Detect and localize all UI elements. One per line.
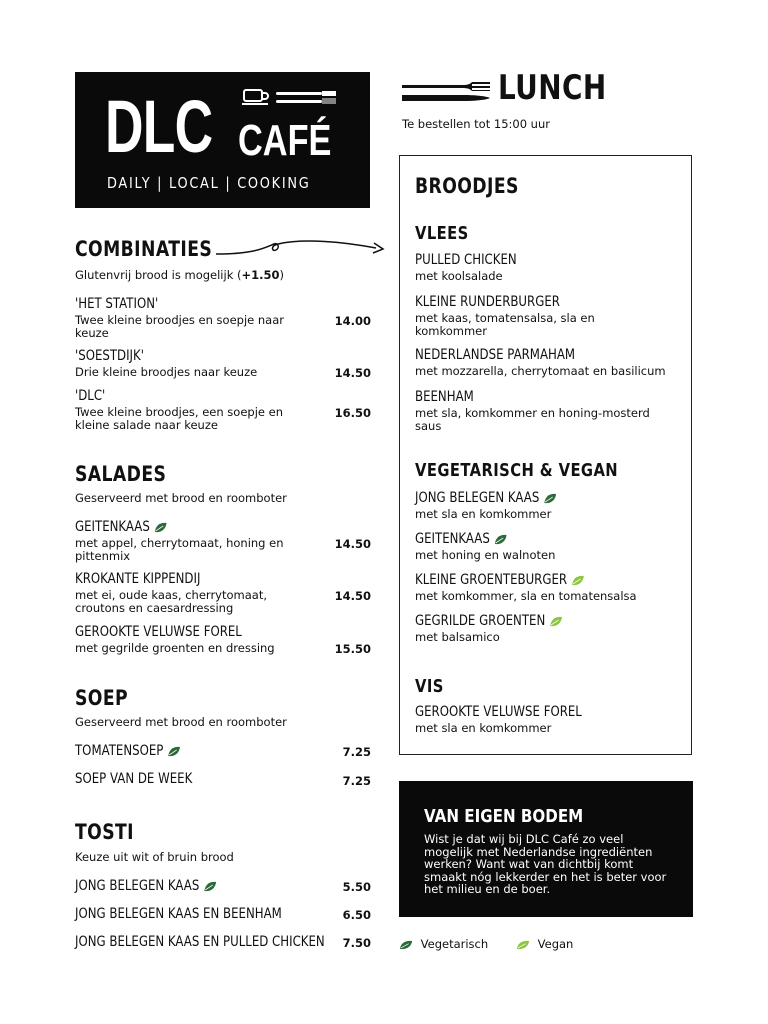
legend-vegetarisch <box>399 937 488 951</box>
combo-desc: Drie kleine broodjes naar keuze <box>75 365 258 379</box>
sandwich-desc: met koolsalade <box>415 269 503 283</box>
sandwich-name <box>415 613 563 629</box>
soup-name-text: TOMATENSOEP <box>75 743 164 759</box>
combo-price: 14.00 <box>334 314 371 328</box>
vegetarisch-heading: VEGETARISCH & VEGAN <box>415 460 619 481</box>
leaf-icon <box>544 493 557 504</box>
salad-desc: met ei, oude kaas, cherrytomaat, croutons en caesardressing <box>75 588 267 615</box>
order-note: Te bestellen tot 15:00 uur <box>402 117 550 131</box>
tosti-name <box>75 878 217 894</box>
salad-name <box>75 519 167 535</box>
soep-heading: SOEP <box>75 686 129 710</box>
leaf-icon <box>399 940 413 950</box>
sandwich-name <box>415 572 585 588</box>
combo-desc: Twee kleine broodjes, een soepje en kleine salade naar keuze <box>75 405 283 432</box>
salad-desc: met gegrilde groenten en dressing <box>75 641 275 655</box>
tosti-heading: TOSTI <box>75 820 135 844</box>
salad-name: KROKANTE KIPPENDIJ <box>75 571 201 587</box>
leaf-light-icon <box>516 940 530 950</box>
combinaties-heading: COMBINATIES <box>75 237 213 261</box>
soep-note: Geserveerd met brood en roomboter <box>75 715 287 729</box>
combo-price: 16.50 <box>334 406 371 420</box>
soup-price: 7.25 <box>342 745 371 759</box>
sandwich-desc: met kaas, tomatensalsa, sla en komkommer <box>415 311 595 338</box>
arrow-decoration <box>214 234 386 262</box>
combo-price: 14.50 <box>334 366 371 380</box>
gluten-surcharge: +1.50 <box>241 268 280 282</box>
gluten-note-text: Glutenvrij brood is mogelijk ( <box>75 268 242 282</box>
tosti-name-text: JONG BELEGEN KAAS <box>75 878 200 894</box>
legend-vegan-label: Vegan <box>537 937 574 951</box>
sandwich-name-text: JONG BELEGEN KAAS <box>415 490 540 506</box>
tosti-note: Keuze uit wit of bruin brood <box>75 850 234 864</box>
leaf-icon <box>204 881 217 892</box>
soup-price: 7.25 <box>342 774 371 788</box>
sandwich-name-text: GEGRILDE GROENTEN <box>415 613 546 629</box>
sandwich-name-text: KLEINE GROENTEBURGER <box>415 572 568 588</box>
cup-cutlery-icon <box>242 88 342 114</box>
vis-heading: VIS <box>415 676 444 697</box>
promo-title: VAN EIGEN BODEM <box>424 806 584 827</box>
leaf-light-icon <box>571 575 584 586</box>
leaf-icon <box>494 534 507 545</box>
sandwich-desc: met mozzarella, cherrytomaat en basilicum <box>415 364 666 378</box>
sandwich-name-text: GEITENKAAS <box>415 531 490 547</box>
salad-price: 14.50 <box>334 589 371 603</box>
sandwich-name <box>415 490 557 506</box>
cafe-logo <box>75 72 370 208</box>
leaf-light-icon <box>549 616 562 627</box>
salad-desc: met appel, cherrytomaat, honing en pittenmix <box>75 536 284 563</box>
logo-cafe-text: CAFÉ <box>238 116 332 165</box>
tosti-price: 6.50 <box>342 908 371 922</box>
legend-vegetarisch-label: Vegetarisch <box>420 937 489 951</box>
logo-dlc-text: DLC <box>105 85 213 168</box>
menu-title: LUNCH <box>498 68 607 108</box>
cutlery-icon <box>402 79 492 109</box>
sandwich-name: NEDERLANDSE PARMAHAM <box>415 347 576 363</box>
sandwich-name: KLEINE RUNDERBURGER <box>415 294 560 310</box>
tosti-price: 5.50 <box>342 880 371 894</box>
logo-tagline: DAILY | LOCAL | COOKING <box>107 174 311 192</box>
broodjes-panel <box>399 155 692 755</box>
combo-desc: Twee kleine broodjes en soepje naar keuze <box>75 313 284 340</box>
legend-vegan <box>516 937 573 951</box>
salad-price: 15.50 <box>334 642 371 656</box>
salad-name-text: GEITENKAAS <box>75 519 150 535</box>
sandwich-desc: met sla en komkommer <box>415 721 552 735</box>
promo-text: Wist je dat wij bij DLC Café zo veel mogelijk met Nederlandse ingrediënten werken? Want wat van dichtbij komt smaakt nóg lekkerder en het is beter voor het milieu en de boer. <box>424 832 667 896</box>
combo-name: 'DLC' <box>75 388 106 404</box>
broodjes-heading: BROODJES <box>415 174 519 198</box>
soup-name <box>75 743 181 759</box>
gluten-note-end: ) <box>279 268 285 282</box>
salad-price: 14.50 <box>334 537 371 551</box>
sandwich-name <box>415 531 507 547</box>
tosti-price: 7.50 <box>342 936 371 950</box>
sandwich-desc: met sla, komkommer en honing-mosterd saus <box>415 406 650 433</box>
combo-name: 'SOESTDIJK' <box>75 348 144 364</box>
vlees-heading: VLEES <box>415 223 469 244</box>
sandwich-name: PULLED CHICKEN <box>415 252 517 268</box>
sandwich-name: BEENHAM <box>415 389 474 405</box>
leaf-icon <box>154 522 167 533</box>
tosti-name: JONG BELEGEN KAAS EN BEENHAM <box>75 906 282 922</box>
salades-note: Geserveerd met brood en roomboter <box>75 491 287 505</box>
sandwich-name: GEROOKTE VELUWSE FOREL <box>415 704 582 720</box>
tosti-name: JONG BELEGEN KAAS EN PULLED CHICKEN <box>75 934 325 950</box>
sandwich-desc: met honing en walnoten <box>415 548 556 562</box>
sandwich-desc: met balsamico <box>415 630 500 644</box>
soup-name: SOEP VAN DE WEEK <box>75 771 193 787</box>
salad-name: GEROOKTE VELUWSE FOREL <box>75 624 242 640</box>
sandwich-desc: met komkommer, sla en tomatensalsa <box>415 589 637 603</box>
leaf-icon <box>168 746 181 757</box>
gluten-note <box>75 268 284 282</box>
combo-name: 'HET STATION' <box>75 296 159 312</box>
promo-box <box>399 781 693 917</box>
salades-heading: SALADES <box>75 462 167 486</box>
sandwich-desc: met sla en komkommer <box>415 507 552 521</box>
